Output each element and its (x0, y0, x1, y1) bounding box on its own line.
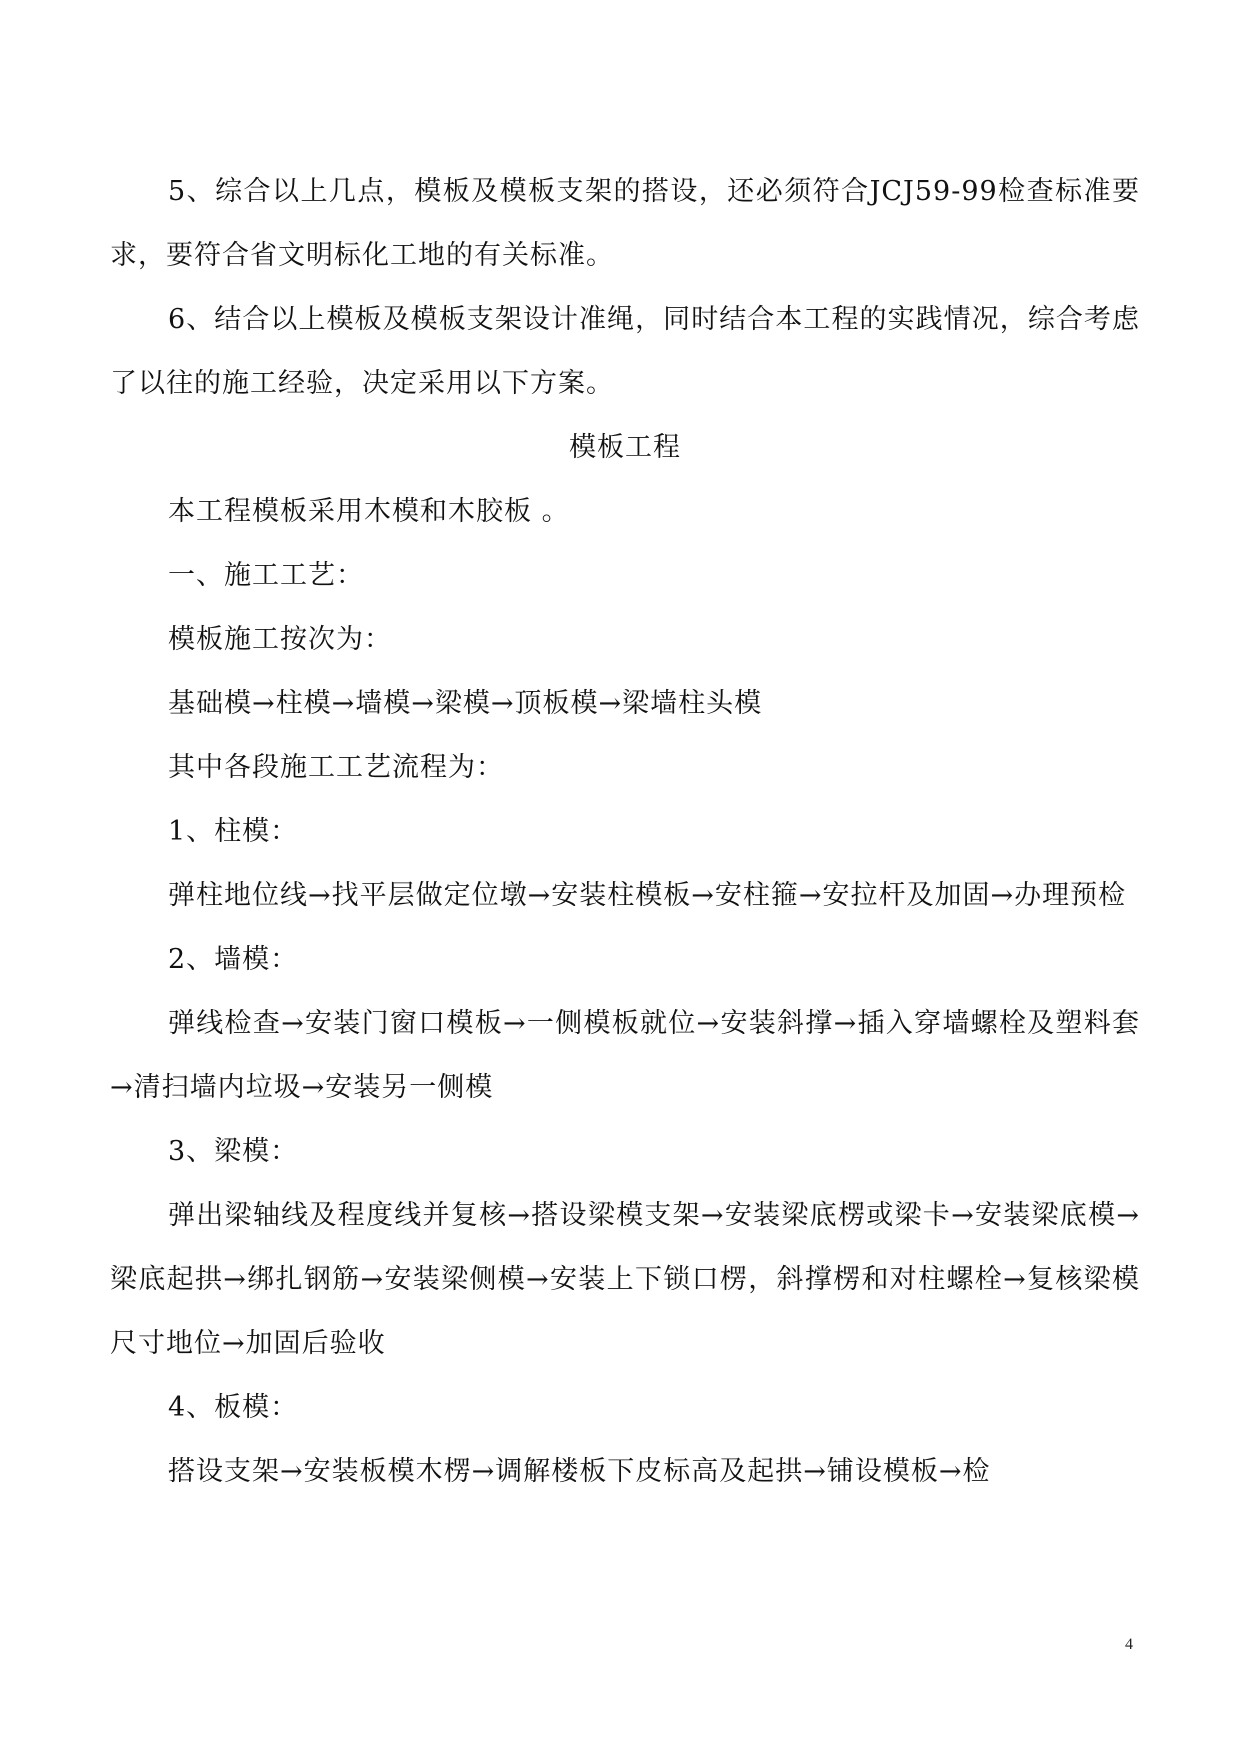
section-heading: 模板工程 (569, 432, 681, 463)
paragraph-material: 本工程模板采用木模和木胶板 。 (168, 496, 570, 527)
subsection-wall-mold: 2、墙模： (168, 944, 299, 975)
paragraph-order-flow: 基础模→柱模→墙模→梁模→顶板模→梁墙柱头模 (168, 688, 763, 719)
paragraph-item-6: 6、结合以上模板及模板支架设计准绳，同时结合本工程的实践情况，综合考虑了以往的施工经验，决定采用以下方案。 (110, 304, 1140, 399)
subsection-slab-mold: 4、板模： (168, 1392, 299, 1423)
paragraph-wall-flow: 弹线检查→安装门窗口模板→一侧模板就位→安装斜撑→插入穿墙螺栓及塑料套→清扫墙内垃圾→安装另一侧模 (110, 1008, 1140, 1103)
subsection-column-mold: 1、柱模： (168, 816, 299, 847)
subsection-beam-mold: 3、梁模： (168, 1136, 299, 1167)
document-body (110, 160, 1140, 1504)
paragraph-slab-flow: 搭设支架→安装板模木楞→调解楼板下皮标高及起拱→铺设模板→检 (168, 1456, 991, 1487)
paragraph-order-label: 模板施工按次为： (168, 624, 392, 655)
section-title-process: 一、施工工艺： (168, 560, 364, 591)
paragraph-beam-flow: 弹出梁轴线及程度线并复核→搭设梁模支架→安装梁底楞或梁卡→安装梁底模→梁底起拱→绑扎钢筋→安装梁侧模→安装上下锁口楞，斜撑楞和对柱螺栓→复核梁模尺寸地位→加固后验收 (110, 1200, 1140, 1359)
page-number: 4 (1125, 1636, 1133, 1653)
paragraph-stage-label: 其中各段施工工艺流程为： (168, 752, 504, 783)
paragraph-column-flow: 弹柱地位线→找平层做定位墩→安装柱模板→安柱箍→安拉杆及加固→办理预检 (168, 880, 1127, 911)
paragraph-item-5: 5、综合以上几点，模板及模板支架的搭设，还必须符合JCJ59-99检查标准要求，要符合省文明标化工地的有关标准。 (110, 176, 1140, 271)
